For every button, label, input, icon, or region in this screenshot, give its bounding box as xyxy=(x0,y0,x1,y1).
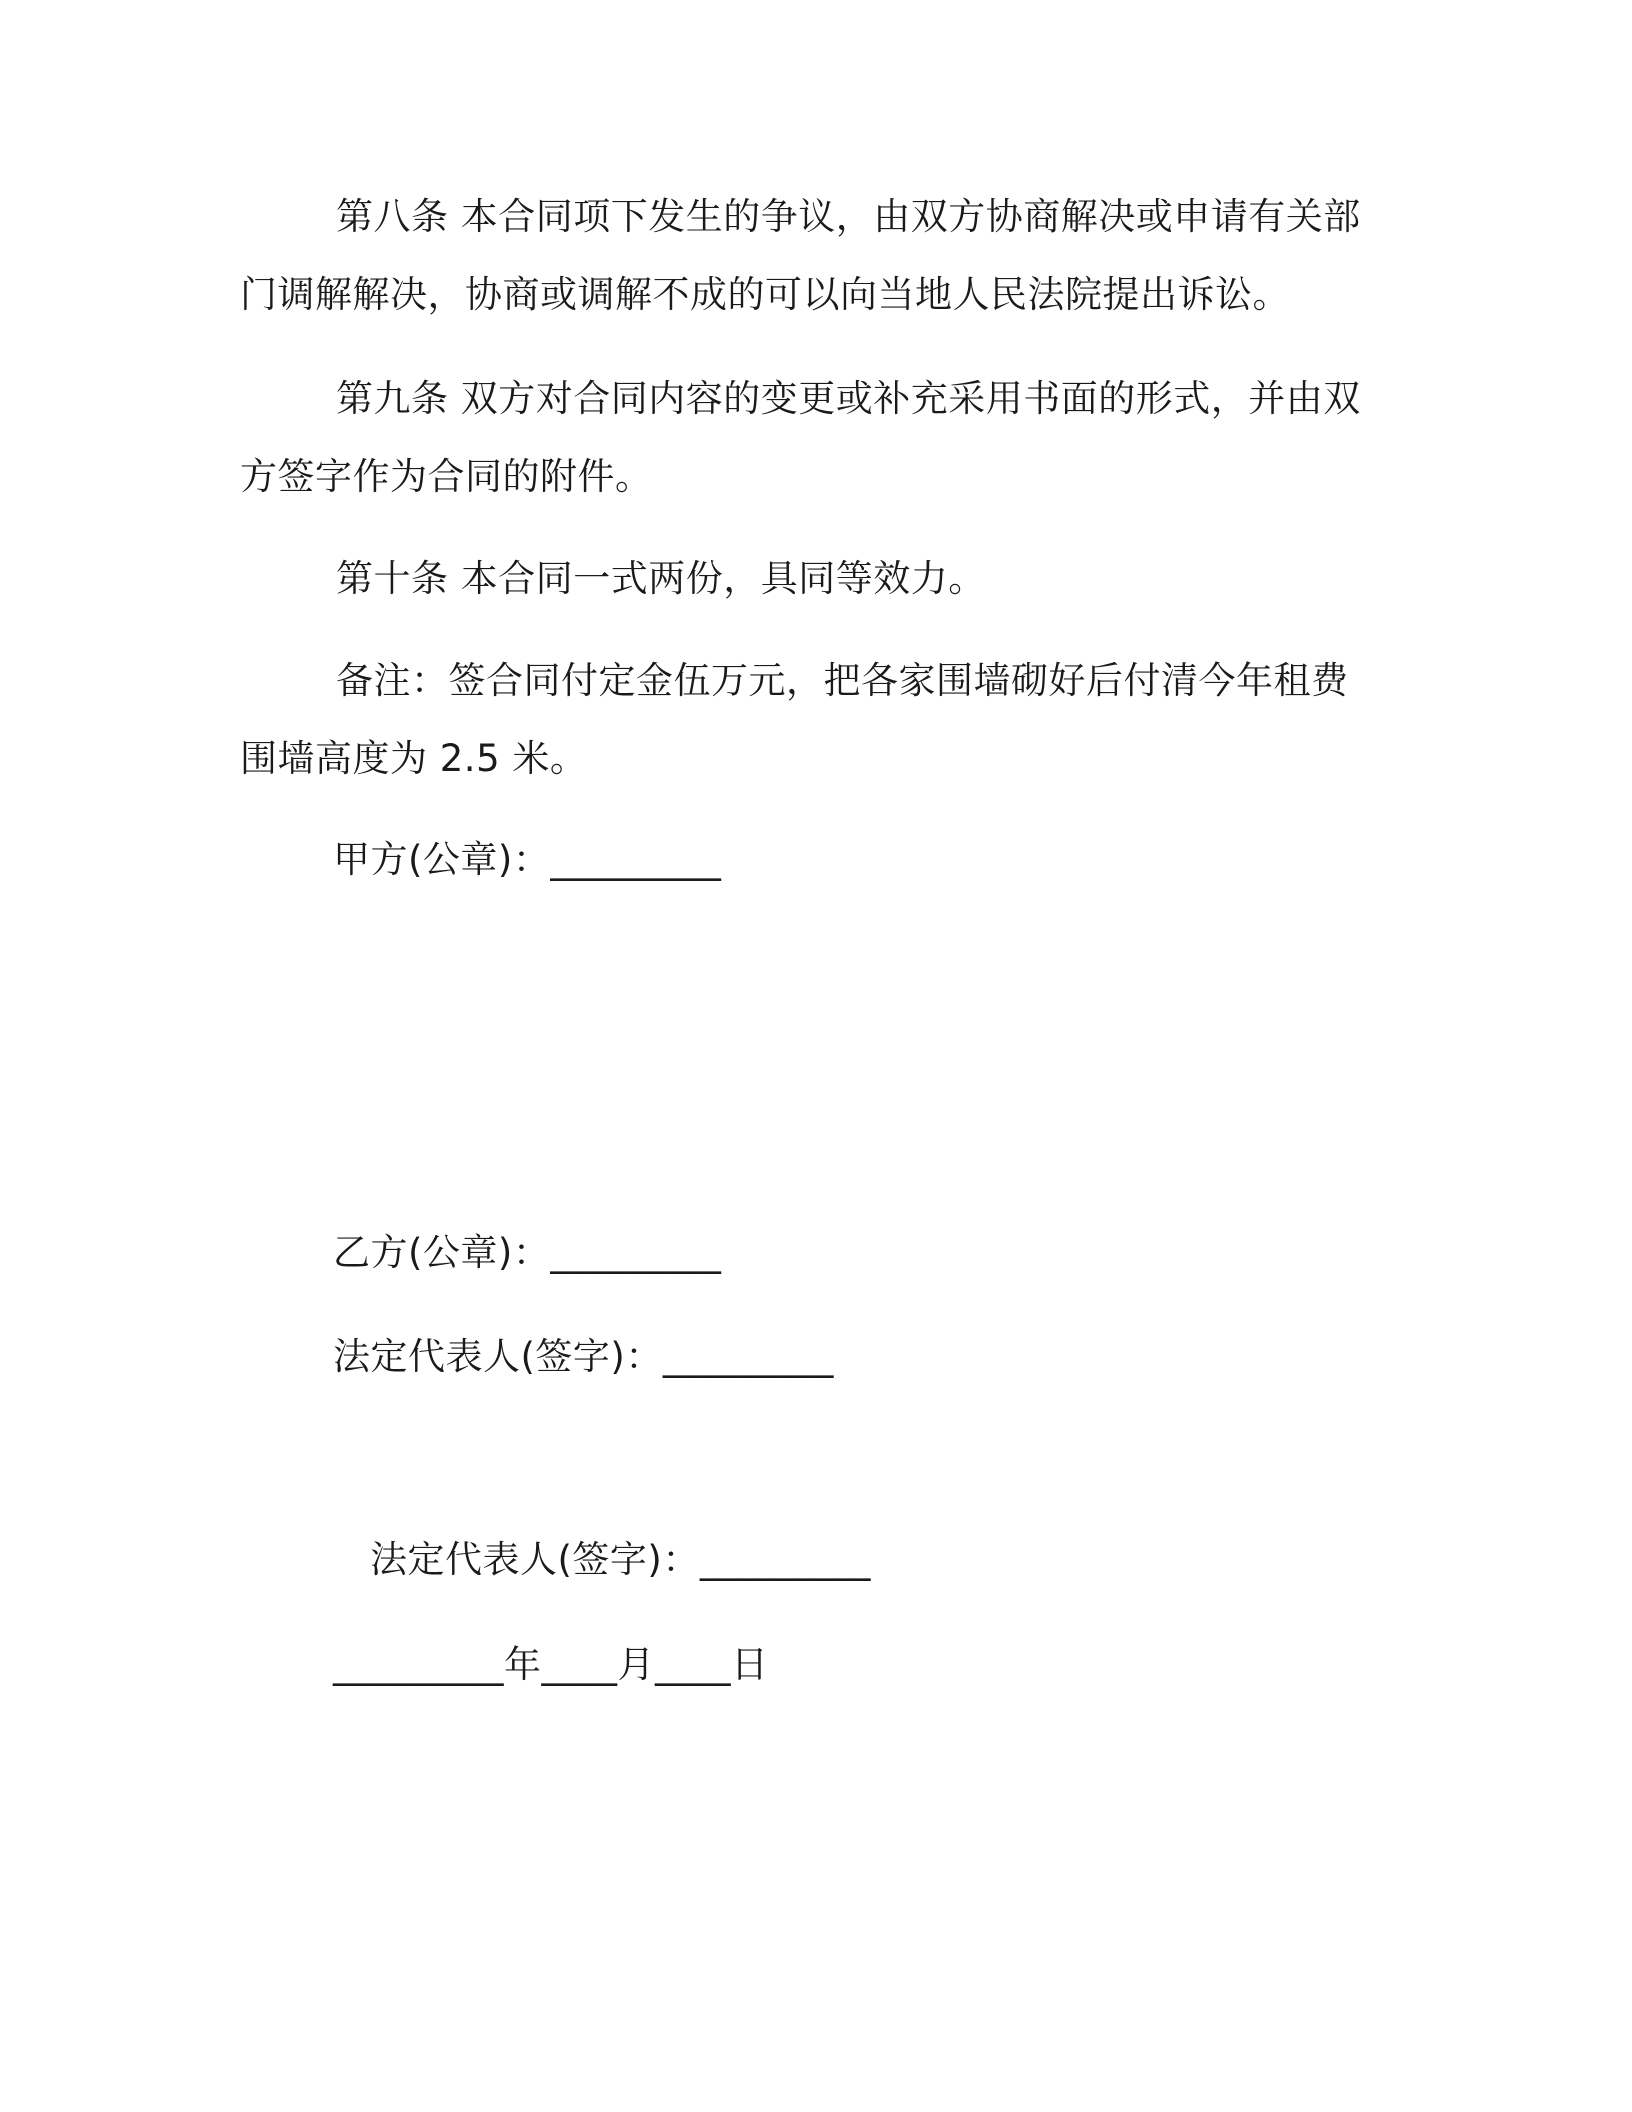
article-8: 第八条 本合同项下发生的争议，由双方协商解决或申请有关部门调解解决，协商或调解不成的可以向当地人民法院提出诉讼。 xyxy=(240,195,1361,316)
legal-representative-signature: 法定代表人(签字)：_________ xyxy=(333,1335,834,1378)
remark: 备注：签合同付定金伍万元，把各家围墙砌好后付清今年租费围墙高度为 2.5 米。 xyxy=(240,659,1349,780)
party-b-seal: 乙方(公章)：_________ xyxy=(333,1231,722,1274)
legal-representative-signature-2: 法定代表人(签字)：_________ xyxy=(370,1538,871,1581)
article-10: 第十条 本合同一式两份，具同等效力。 xyxy=(336,557,986,600)
signing-date: _________年____月____日 xyxy=(333,1643,769,1686)
article-9: 第九条 双方对合同内容的变更或补充采用书面的形式，并由双方签字作为合同的附件。 xyxy=(240,377,1361,498)
party-a-seal: 甲方(公章)：_________ xyxy=(333,838,722,881)
